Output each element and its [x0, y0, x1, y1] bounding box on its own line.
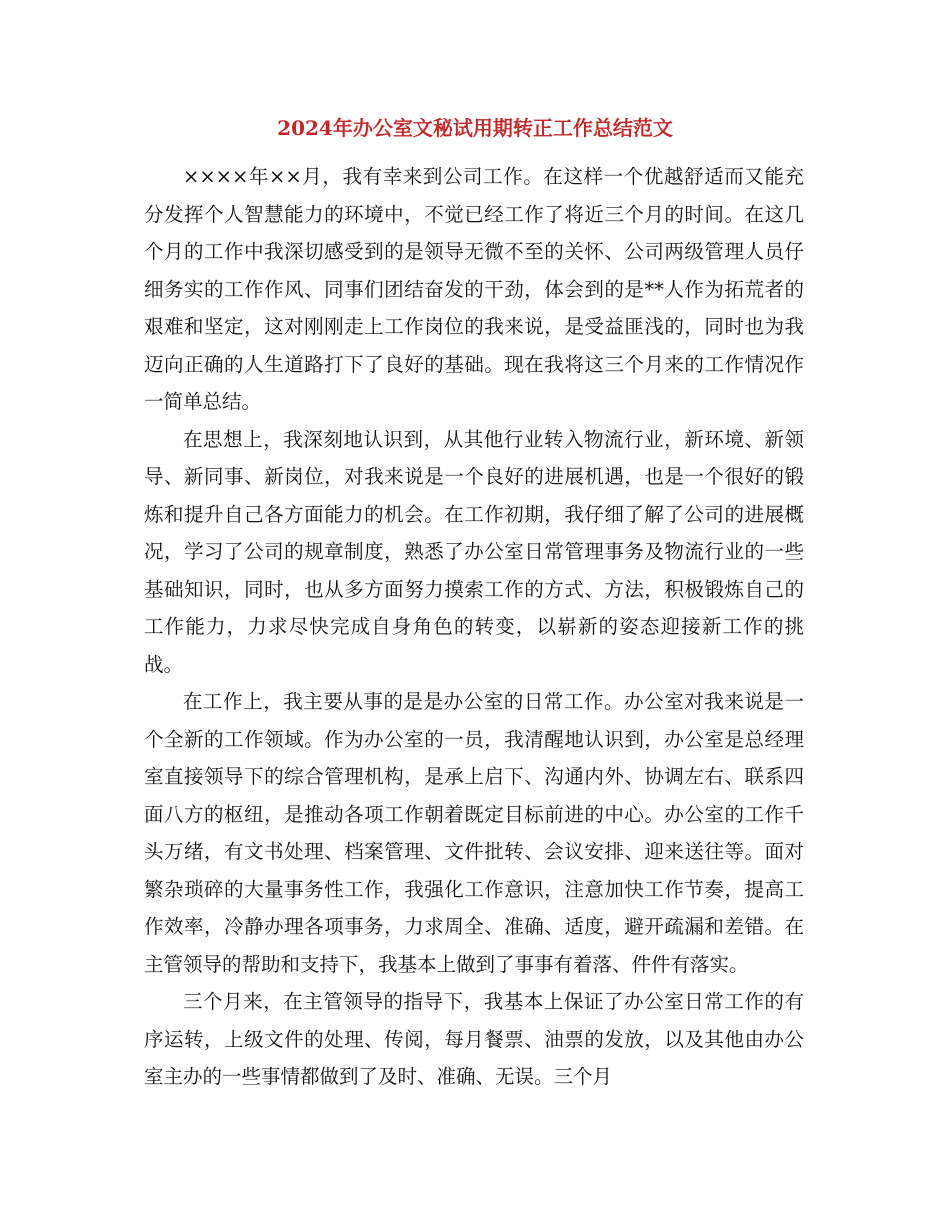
- document-body: [144, 158, 804, 1096]
- document-title: 2024年办公室文秘试用期转正工作总结范文: [277, 116, 673, 140]
- paragraph-4: 三个月来，在主管领导的指导下，我基本上保证了办公室日常工作的有序运转，上级文件的处理、传阅，每月餐票、油票的发放，以及其他由办公室主办的一些事情都做到了及时、准确、无误。三个月: [144, 990, 804, 1088]
- paragraph-2: 在思想上，我深刻地认识到，从其他行业转入物流行业，新环境、新领导、新同事、新岗位，对我来说是一个良好的进展机遇，也是一个很好的锻炼和提升自己各方面能力的机会。在工作初期，我仔细了解了公司的进展概况，学习了公司的规章制度，熟悉了办公室日常管理事务及物流行业的一些基础知识，同时，也从多方面努力摸索工作的方式、方法，积极锻炼自己的工作能力，力求尽快完成自身角色的转变，以崭新的姿态迎接新工作的挑战。: [144, 427, 804, 676]
- paragraph-3: 在工作上，我主要从事的是是办公室的日常工作。办公室对我来说是一个全新的工作领域。作为办公室的一员，我清醒地认识到，办公室是总经理室直接领导下的综合管理机构，是承上启下、沟通内外、协调左右、联系四面八方的枢纽，是推动各项工作朝着既定目标前进的中心。办公室的工作千头万绪，有文书处理、档案管理、文件批转、会议安排、迎来送往等。面对繁杂琐碎的大量事务性工作，我强化工作意识，注意加快工作节奏，提高工作效率，冷静办理各项事务，力求周全、准确、适度，避开疏漏和差错。在主管领导的帮助和支持下，我基本上做到了事事有着落、件件有落实。: [144, 690, 804, 976]
- paragraph-1: ××××年××月，我有幸来到公司工作。在这样一个优越舒适而又能充分发挥个人智慧能力的环境中，不觉已经工作了将近三个月的时间。在这几个月的工作中我深切感受到的是领导无微不至的关怀、公司两级管理人员仔细务实的工作作风、同事们团结奋发的干劲，体会到的是**人作为拓荒者的艰难和坚定，这对刚刚走上工作岗位的我来说，是受益匪浅的，同时也为我迈向正确的人生道路打下了良好的基础。现在我将这三个月来的工作情况作一简单总结。: [144, 165, 804, 413]
